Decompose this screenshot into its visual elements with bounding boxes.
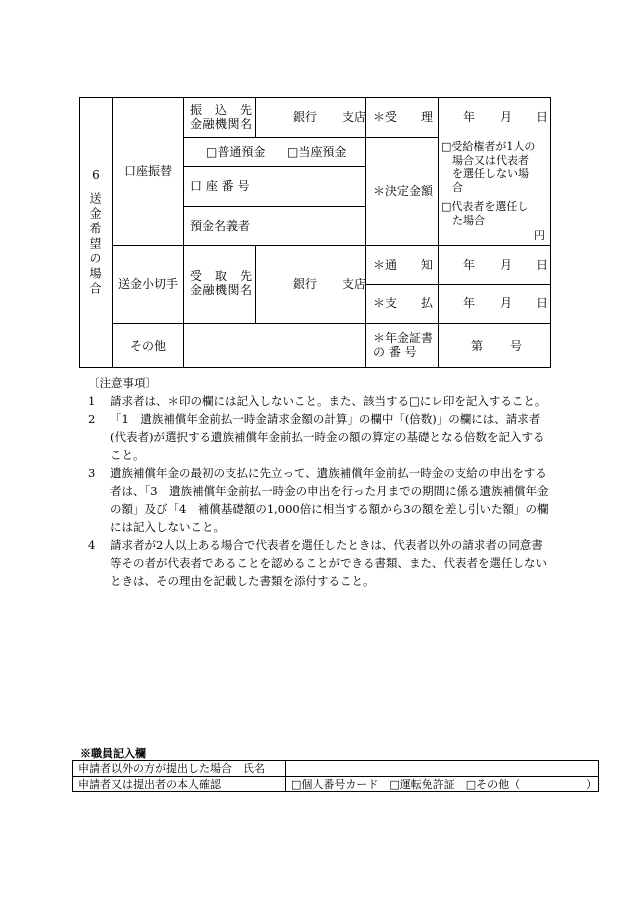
note-item bbox=[88, 392, 550, 410]
note-text: 遺族補償年金の最初の支払に先立って、遺族補償年金前払一時金の支給の申出をする者は、「3 遺族補償年金前払一時金の申出を行った月までの期間に係る遺族補償年金の額」及び「4 補償基礎額の1,000倍に相当する額から3の額を差し引いた額」の欄には記入しないこと。 bbox=[110, 466, 549, 534]
kettei-label: ＊決定金額 bbox=[373, 184, 434, 198]
shiharai-label: ＊支 払 bbox=[373, 296, 434, 310]
toza-checkbox[interactable]: □当座預金 bbox=[287, 145, 347, 159]
staff-id-options[interactable]: □個人番号カード □運転免許証 □その他（ ） bbox=[291, 778, 598, 791]
juryou-label: 受 取 先 金融機関名 bbox=[190, 269, 253, 297]
staff-title: ※職員記入欄 bbox=[80, 747, 146, 760]
account-holder-label: 預金名義者 bbox=[190, 219, 251, 233]
note-number: 4 bbox=[88, 538, 96, 552]
note-item bbox=[88, 464, 550, 536]
note-text: 請求者は、＊印の欄には記入しないこと。また、該当する□にレ印を記入すること。 bbox=[110, 394, 547, 408]
date-year: 年 bbox=[463, 258, 476, 272]
furikomi-label: 振 込 先 金融機関名 bbox=[190, 103, 253, 131]
note-text: 請求者が2人以上ある場合で代表者を選任したときは、代表者以外の請求者の同意書等その者が代表者であることを認めることができる書類、また、代表者を選任しないときは、その理由を記載した書類を添付すること。 bbox=[110, 538, 547, 588]
date-year: 年 bbox=[463, 110, 476, 124]
note-item bbox=[88, 536, 550, 590]
date-month: 月 bbox=[500, 110, 513, 124]
section-number: 6 bbox=[92, 168, 100, 182]
juri-label: ＊受 理 bbox=[373, 110, 434, 124]
table-vline bbox=[255, 245, 256, 323]
kettei-option-representative[interactable]: □代表者を選任し た場合 bbox=[441, 200, 529, 227]
table-hline bbox=[112, 323, 551, 324]
note-number: 3 bbox=[88, 466, 96, 480]
date-month: 月 bbox=[500, 296, 513, 310]
table-vline bbox=[438, 97, 439, 368]
yen-unit: 円 bbox=[534, 229, 545, 242]
futsu-checkbox[interactable]: □普通預金 bbox=[206, 145, 266, 159]
date-day: 日 bbox=[536, 258, 549, 272]
account-number-label: 口 座 番 号 bbox=[190, 179, 250, 193]
staff-row1-label: 申請者以外の方が提出した場合 氏名 bbox=[78, 762, 265, 775]
staff-row2-label: 申請者又は提出者の本人確認 bbox=[78, 778, 221, 791]
kogitte-branch: 支店 bbox=[342, 277, 367, 291]
note-number: 1 bbox=[88, 394, 96, 408]
shosho-go: 号 bbox=[510, 339, 523, 353]
furikomi-branch: 支店 bbox=[342, 110, 367, 124]
note-number: 2 bbox=[88, 412, 96, 426]
notes-list bbox=[88, 392, 550, 590]
notes-section bbox=[88, 374, 550, 590]
notes-title: 〔注意事項〕 bbox=[88, 376, 157, 390]
kouza-label: 口座振替 bbox=[123, 164, 172, 178]
table-vline bbox=[112, 97, 113, 368]
kogitte-label: 送金小切手 bbox=[117, 277, 178, 291]
shosho-label: ＊年金証書 の 番 号 bbox=[373, 331, 434, 359]
kettei-option-single[interactable]: □受給権者が1人の 場合又は代表者 を選任しない場 合 bbox=[441, 140, 536, 194]
tsuchi-label: ＊通 知 bbox=[373, 258, 434, 272]
staff-table-hline bbox=[72, 776, 599, 777]
kogitte-bank: 銀行 bbox=[293, 277, 318, 291]
staff-table-vline bbox=[285, 760, 286, 792]
table-hline bbox=[183, 166, 366, 167]
date-day: 日 bbox=[536, 296, 549, 310]
date-month: 月 bbox=[500, 258, 513, 272]
note-text: 「1 遺族補償年金前払一時金請求金額の計算」の欄中「(倍数)」の欄には、請求者(代表者)が選択する遺族補償年金前払一時金の額の算定の基礎となる倍数を記入すること。 bbox=[110, 412, 545, 462]
date-year: 年 bbox=[463, 296, 476, 310]
table-hline bbox=[365, 284, 551, 285]
table-hline bbox=[183, 206, 366, 207]
note-item bbox=[88, 410, 550, 464]
table-vline bbox=[255, 97, 256, 137]
date-day: 日 bbox=[536, 110, 549, 124]
furikomi-bank: 銀行 bbox=[293, 110, 318, 124]
table-hline bbox=[112, 245, 551, 246]
section-title: 送金希望の場合 bbox=[88, 192, 102, 297]
table-hline bbox=[183, 137, 438, 138]
shosho-dai: 第 bbox=[471, 339, 484, 353]
other-label: その他 bbox=[129, 339, 166, 353]
